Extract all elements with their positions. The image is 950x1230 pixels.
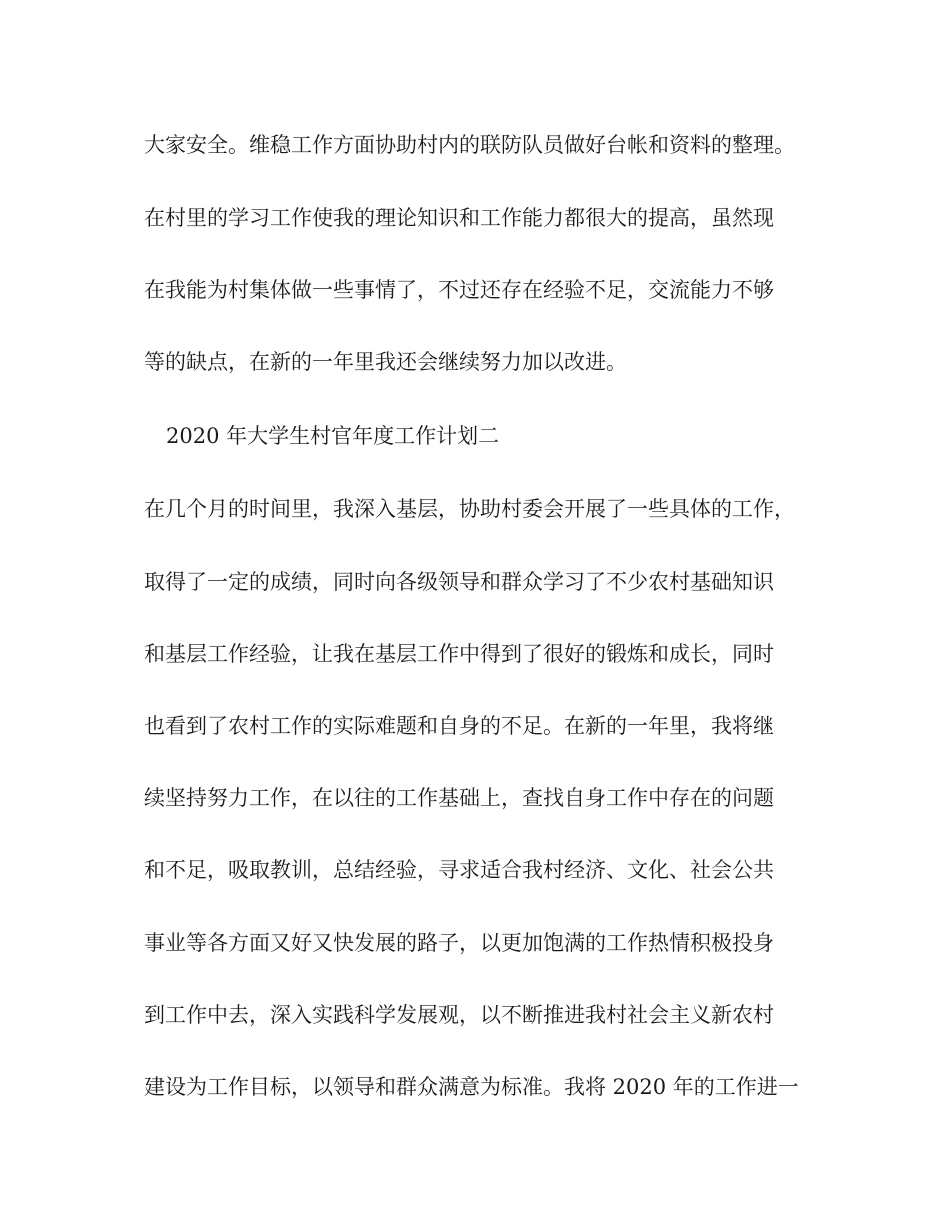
- section-heading: 2020 年大学生村官年度工作计划二: [166, 424, 500, 448]
- paragraph-line: 等的缺点，在新的一年里我还会继续努力加以改进。: [144, 350, 627, 374]
- paragraph-line: 和基层工作经验，让我在基层工作中得到了很好的锻炼和成长，同时: [144, 642, 774, 666]
- paragraph-line: 到工作中去，深入实践科学发展观，以不断推进我村社会主义新农村: [144, 1003, 774, 1027]
- paragraph-line: 在我能为村集体做一些事情了，不过还存在经验不足，交流能力不够: [144, 278, 774, 302]
- paragraph-line: 和不足，吸取教训，总结经验，寻求适合我村经济、文化、社会公共: [144, 858, 774, 882]
- paragraph-line: 事业等各方面又好又快发展的路子，以更加饱满的工作热情积极投身: [144, 931, 774, 955]
- paragraph-line: 建设为工作目标，以领导和群众满意为标准。我将 2020 年的工作进一: [144, 1075, 799, 1099]
- paragraph-line: 续坚持努力工作，在以往的工作基础上，查找自身工作中存在的问题: [144, 786, 774, 810]
- paragraph-line: 在村里的学习工作使我的理论知识和工作能力都很大的提高，虽然现: [144, 206, 774, 230]
- paragraph-line: 大家安全。维稳工作方面协助村内的联防队员做好台帐和资料的整理。: [144, 133, 795, 157]
- paragraph-line: 也看到了农村工作的实际难题和自身的不足。在新的一年里，我将继: [144, 714, 774, 738]
- paragraph-line: 取得了一定的成绩，同时向各级领导和群众学习了不少农村基础知识: [144, 570, 774, 594]
- paragraph-line: 在几个月的时间里，我深入基层，协助村委会开展了一些具体的工作，: [144, 497, 795, 521]
